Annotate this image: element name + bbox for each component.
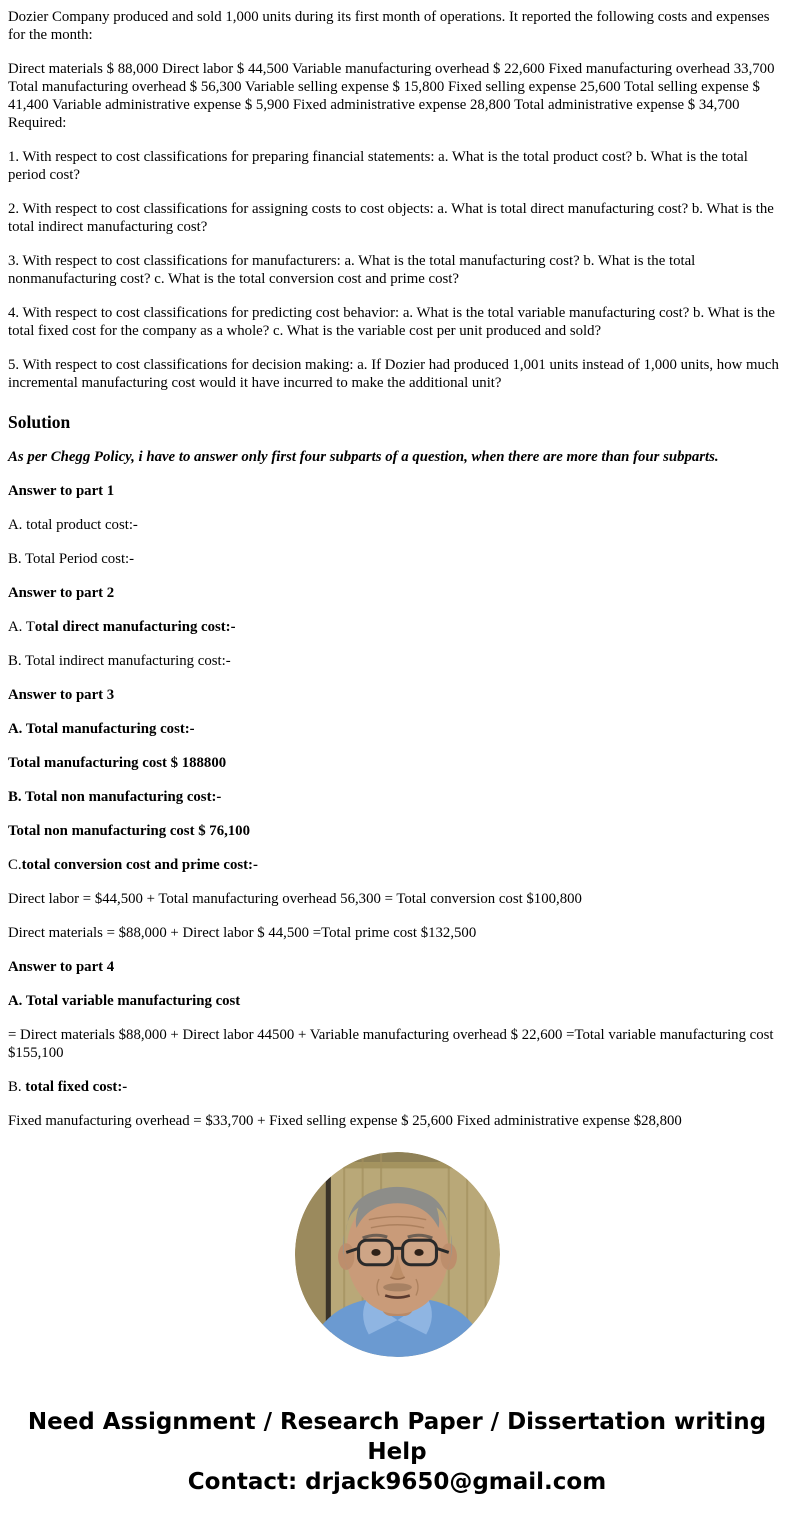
part4-answer-b-heading bbox=[8, 1078, 786, 1096]
question-item-4: 4. With respect to cost classifications for predicting cost behavior: a. What is the total variable manufacturing cost? b. What is the total fixed cost for the company as a whole? c. What is the variable cost per unit produced and sold? bbox=[8, 305, 775, 339]
question-intro: Dozier Company produced and sold 1,000 units during its first month of operations. It reported the following costs and expenses for the month: bbox=[8, 9, 770, 43]
part3-answer-b-value: Total non manufacturing cost $ 76,100 bbox=[8, 823, 250, 839]
part1-answer-a: A. total product cost:- bbox=[8, 517, 138, 533]
part3-conversion-line: Direct labor = $44,500 + Total manufacturing overhead 56,300 = Total conversion cost $100,800 bbox=[8, 891, 582, 907]
solution-heading: Solution bbox=[8, 412, 71, 432]
footer-help-text: Need Assignment / Research Paper / Dissertation writing Help bbox=[27, 1409, 767, 1465]
part4-answer-a-detail: = Direct materials $88,000 + Direct labor 44500 + Variable manufacturing overhead $ 22,600 =Total variable manufacturing cost $155,100 bbox=[8, 1027, 774, 1061]
part4-answer-b-bold: total fixed cost:- bbox=[25, 1079, 128, 1095]
avatar bbox=[0, 1152, 794, 1357]
part2-answer-b: B. Total indirect manufacturing cost:- bbox=[8, 653, 231, 669]
tutor-photo bbox=[295, 1152, 500, 1357]
part3-answer-a-heading: A. Total manufacturing cost:- bbox=[8, 721, 195, 737]
footer-contact: Contact: drjack9650@gmail.com bbox=[187, 1469, 607, 1495]
part3-answer-a-value: Total manufacturing cost $ 188800 bbox=[8, 755, 227, 771]
part3-answer-c-prefix: C. bbox=[8, 857, 22, 873]
part1-heading: Answer to part 1 bbox=[8, 483, 115, 499]
footer bbox=[0, 1407, 794, 1497]
part2-answer-a bbox=[8, 618, 786, 636]
part3-heading: Answer to part 3 bbox=[8, 687, 115, 703]
part2-answer-a-prefix: A. T bbox=[8, 619, 35, 635]
part1-answer-b: B. Total Period cost:- bbox=[8, 551, 135, 567]
question-cost-data: Direct materials $ 88,000 Direct labor $ 44,500 Variable manufacturing overhead $ 22,600 Fixed manufacturing overhead 33,700 Total manufacturing overhead $ 56,300 Variable selling expense $ 15,800 Fixed selling expense 25,600 Total selling expense $ 41,400 Variable administrative expense $ 5,900 Fixed administrative expense 28,800 Total administrative expense $ 34,700 Required: bbox=[8, 61, 775, 131]
part4-answer-a-heading: A. Total variable manufacturing cost bbox=[8, 993, 241, 1009]
part4-answer-b-detail-truncated: Fixed manufacturing overhead = $33,700 + Fixed selling expense $ 25,600 Fixed administrative expense $28,800 bbox=[8, 1113, 682, 1129]
question-item-1: 1. With respect to cost classifications for preparing financial statements: a. What is the total product cost? b. What is the total period cost? bbox=[8, 149, 748, 183]
question-item-5: 5. With respect to cost classifications for decision making: a. If Dozier had produced 1,001 units instead of 1,000 units, how much incremental manufacturing cost would it have incurred to make the additional unit? bbox=[8, 357, 779, 391]
part3-answer-b-heading: B. Total non manufacturing cost:- bbox=[8, 789, 222, 805]
part4-answer-b-prefix: B. bbox=[8, 1079, 26, 1095]
part3-answer-c-heading bbox=[8, 856, 786, 874]
part3-answer-c-bold: total conversion cost and prime cost:- bbox=[21, 857, 258, 873]
question-item-2: 2. With respect to cost classifications for assigning costs to cost objects: a. What is total direct manufacturing cost? b. What is the total indirect manufacturing cost? bbox=[8, 201, 774, 235]
part2-answer-a-bold: otal direct manufacturing cost:- bbox=[34, 619, 236, 635]
part2-heading: Answer to part 2 bbox=[8, 585, 115, 601]
part4-heading: Answer to part 4 bbox=[8, 959, 115, 975]
part3-prime-line: Direct materials = $88,000 + Direct labor $ 44,500 =Total prime cost $132,500 bbox=[8, 925, 477, 941]
question-item-3: 3. With respect to cost classifications for manufacturers: a. What is the total manufacturing cost? b. What is the total nonmanufacturing cost? c. What is the total conversion cost and prime cost? bbox=[8, 253, 696, 287]
policy-note: As per Chegg Policy, i have to answer only first four subparts of a question, when there are more than four subparts. bbox=[8, 449, 719, 465]
